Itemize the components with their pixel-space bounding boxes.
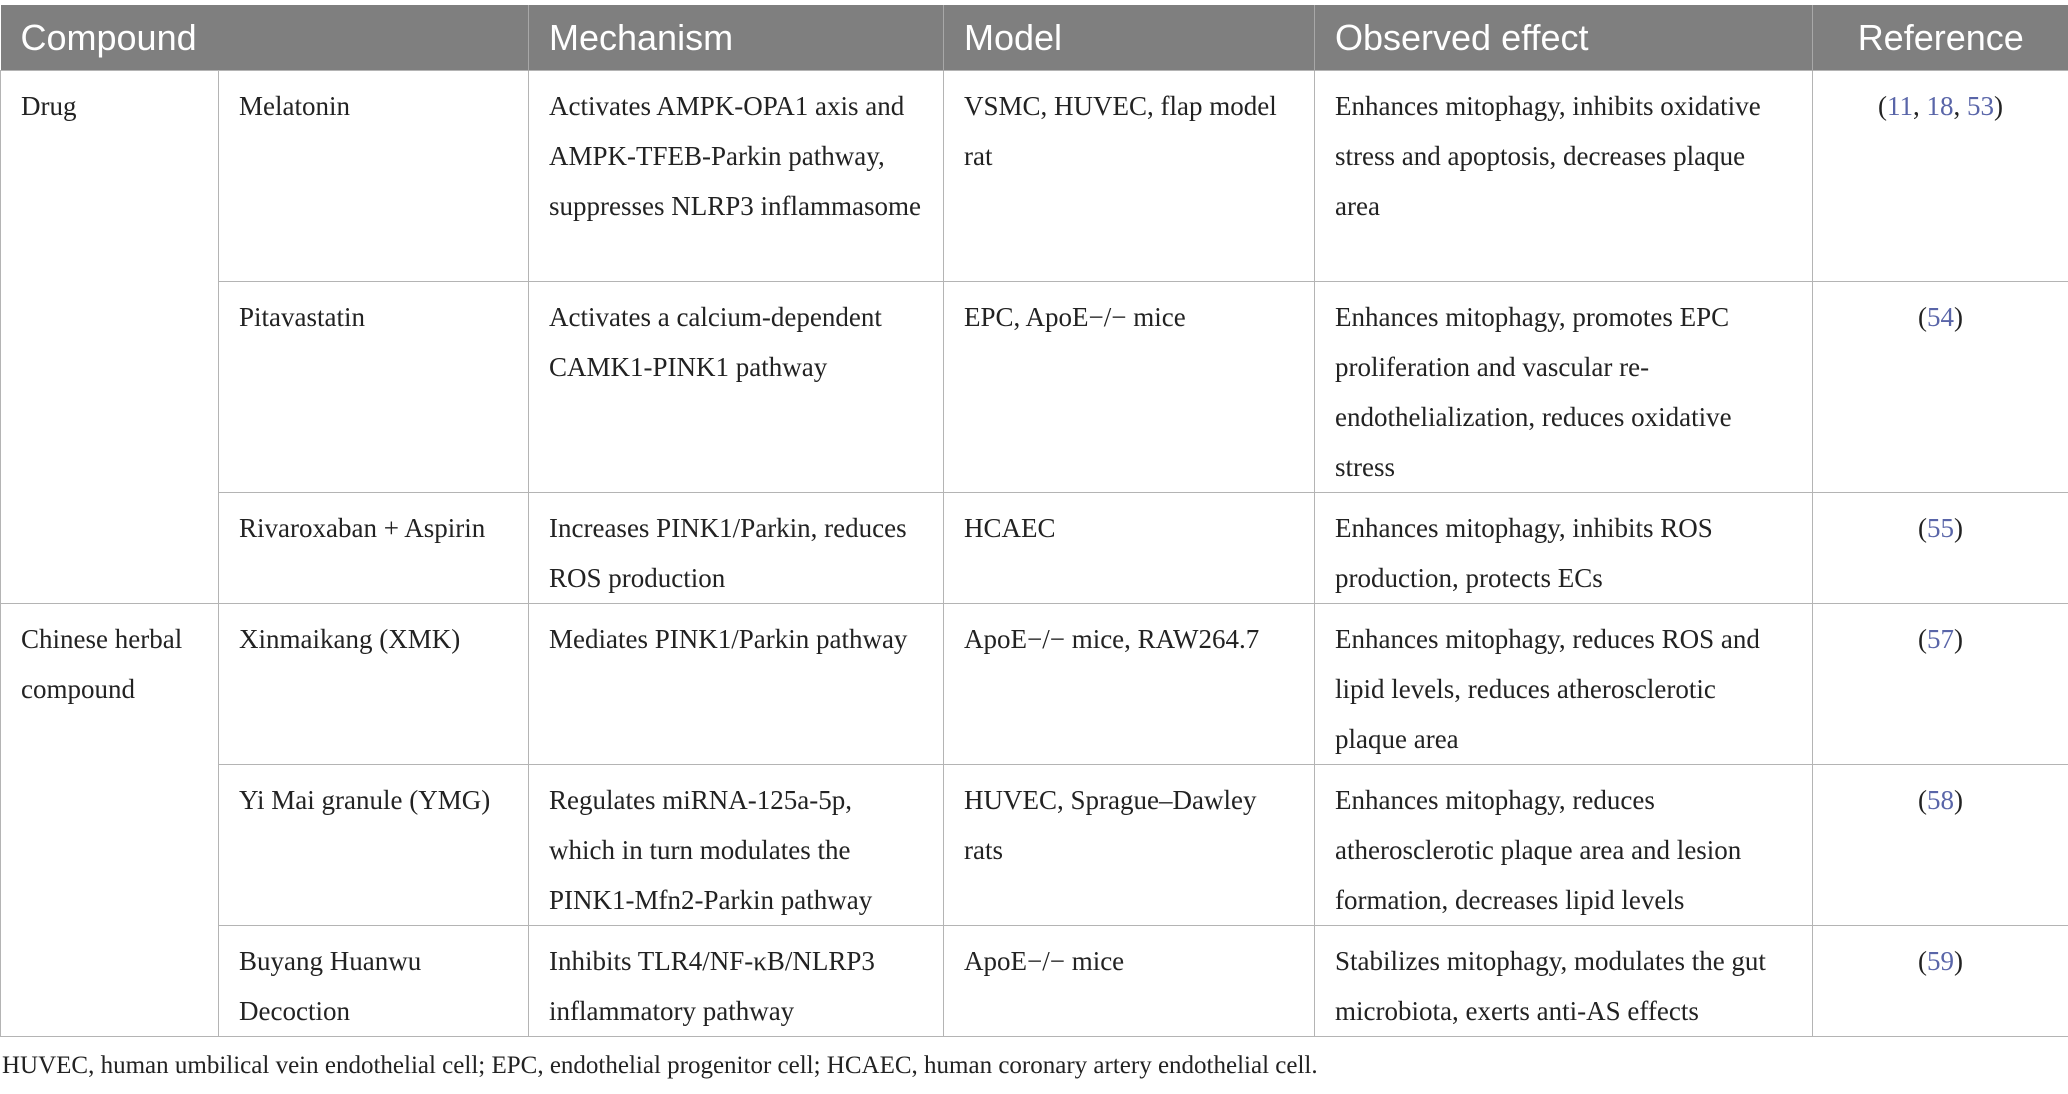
compound-name: Yi Mai granule (YMG) (219, 765, 529, 926)
table-footnote: HUVEC, human umbilical vein endothelial cell; EPC, endothelial progenitor cell; HCAEC, human coronary artery endothelial cell. (2, 1052, 1318, 1079)
citation-link[interactable]: 55 (1927, 513, 1954, 543)
effect-cell: Stabilizes mitophagy, modulates the gut microbiota, exerts anti-AS effects (1315, 926, 1813, 1037)
effect-cell: Enhances mitophagy, inhibits oxidative stress and apoptosis, decreases plaque area (1315, 71, 1813, 282)
header-reference: Reference (1813, 5, 2068, 71)
model-cell: HCAEC (944, 493, 1315, 604)
header-compound: Compound (1, 5, 529, 71)
reference-cell: (58) (1813, 765, 2068, 926)
citation-link[interactable]: 59 (1927, 946, 1954, 976)
effect-cell: Enhances mitophagy, reduces ROS and lipid levels, reduces atherosclerotic plaque area (1315, 604, 1813, 765)
effect-cell: Enhances mitophagy, inhibits ROS production, protects ECs (1315, 493, 1813, 604)
citation-link[interactable]: 54 (1927, 302, 1954, 332)
header-model: Model (944, 5, 1315, 71)
model-cell: EPC, ApoE−/− mice (944, 282, 1315, 493)
citation-link[interactable]: 53 (1967, 91, 1994, 121)
category-cell: Drug (1, 71, 219, 604)
header-mechanism: Mechanism (529, 5, 944, 71)
mechanism-cell: Increases PINK1/Parkin, reduces ROS production (529, 493, 944, 604)
mechanism-cell: Activates a calcium-dependent CAMK1-PINK1 pathway (529, 282, 944, 493)
reference-cell: (55) (1813, 493, 2068, 604)
mechanism-cell: Inhibits TLR4/NF-κB/NLRP3 inflammatory pathway (529, 926, 944, 1037)
citation-link[interactable]: 18 (1926, 91, 1954, 121)
effect-cell: Enhances mitophagy, reduces atherosclerotic plaque area and lesion formation, decreases lipid levels (1315, 765, 1813, 926)
mechanism-cell: Regulates miRNA-125a-5p, which in turn modulates the PINK1-Mfn2-Parkin pathway (529, 765, 944, 926)
citation-link[interactable]: 57 (1927, 624, 1954, 654)
table-row (1, 926, 2068, 1037)
compound-name: Pitavastatin (219, 282, 529, 493)
citation-link[interactable]: 11 (1887, 91, 1913, 121)
citation-link[interactable]: 58 (1927, 785, 1954, 815)
reference-cell: (11, 18, 53) (1813, 71, 2068, 282)
effect-cell: Enhances mitophagy, promotes EPC proliferation and vascular re-endothelialization, reduces oxidative stress (1315, 282, 1813, 493)
reference-cell: (54) (1813, 282, 2068, 493)
reference-cell: (59) (1813, 926, 2068, 1037)
header-effect: Observed effect (1315, 5, 1813, 71)
table-row (1, 493, 2068, 604)
compounds-table (0, 5, 2068, 1037)
compound-name: Rivaroxaban + Aspirin (219, 493, 529, 604)
mechanism-cell: Mediates PINK1/Parkin pathway (529, 604, 944, 765)
compound-name: Melatonin (219, 71, 529, 282)
compound-name: Buyang Huanwu Decoction (219, 926, 529, 1037)
compound-name: Xinmaikang (XMK) (219, 604, 529, 765)
reference-cell: (57) (1813, 604, 2068, 765)
table-row (1, 765, 2068, 926)
model-cell: ApoE−/− mice, RAW264.7 (944, 604, 1315, 765)
table-row (1, 71, 2068, 282)
header-row (1, 5, 2068, 71)
model-cell: HUVEC, Sprague–Dawley rats (944, 765, 1315, 926)
model-cell: VSMC, HUVEC, flap model rat (944, 71, 1315, 282)
table-row (1, 604, 2068, 765)
mechanism-cell: Activates AMPK-OPA1 axis and AMPK-TFEB-Parkin pathway, suppresses NLRP3 inflammasome (529, 71, 944, 282)
category-cell: Chinese herbal compound (1, 604, 219, 1037)
model-cell: ApoE−/− mice (944, 926, 1315, 1037)
table-row (1, 282, 2068, 493)
